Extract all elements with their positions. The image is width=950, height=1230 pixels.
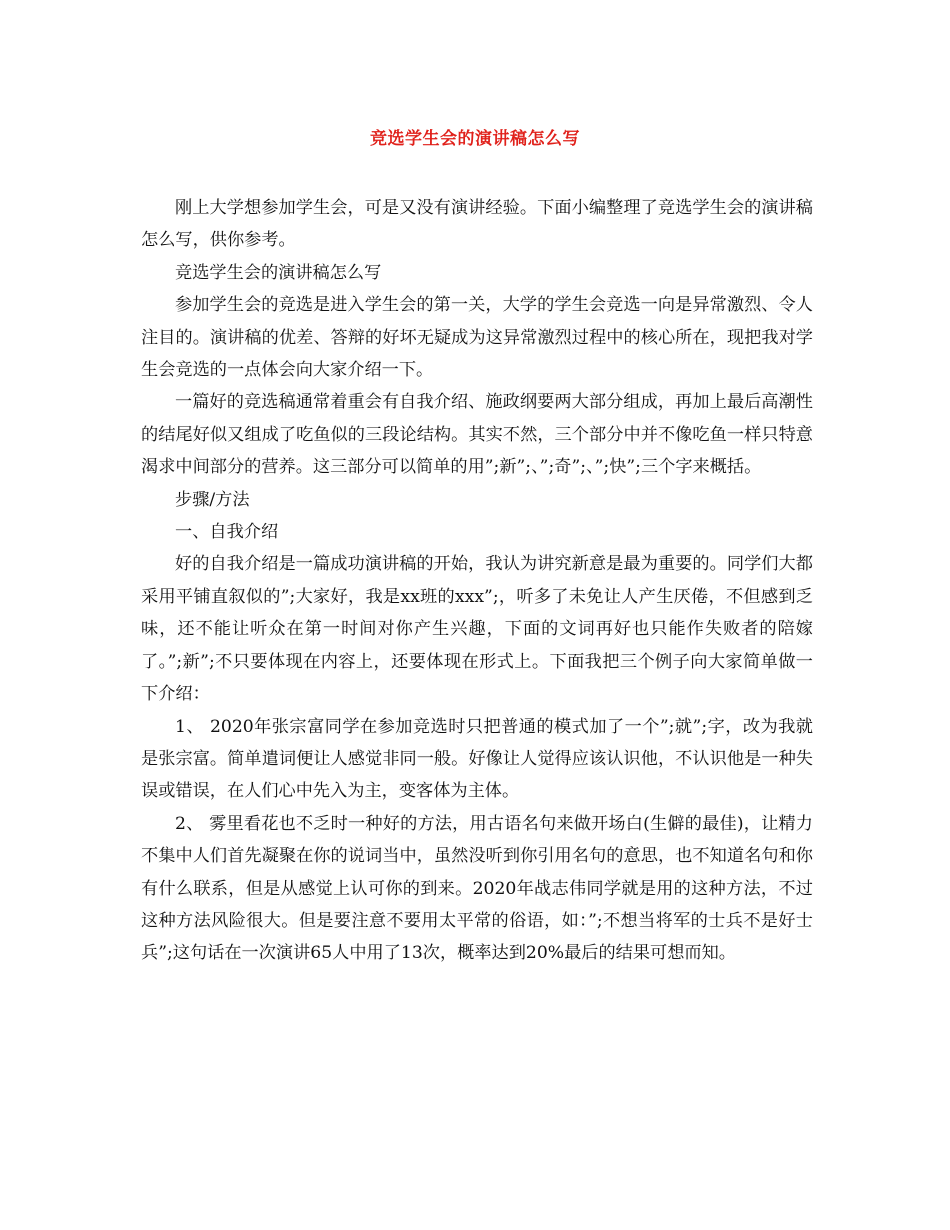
document-title: 竞选学生会的演讲稿怎么写 bbox=[370, 129, 580, 149]
paragraph-example-1: 1、 2020年张宗富同学在参加竞选时只把普通的模式加了一个”;就”;字，改为我就是张宗富。简单遣词便让人感觉非同一般。好像让人觉得应该认识他，不认识他是一种失误或错误，在人们心中先入为主，变客体为主体。 bbox=[141, 716, 813, 802]
paragraph-example-2: 2、 雾里看花也不乏时一种好的方法，用古语名句来做开场白(生僻的最佳)，让精力不集中人们首先凝聚在你的说词当中，虽然没听到你引用名句的意思，也不知道名句和你有什么联系，但是从感觉上认可你的到来。2020年战志伟同学就是用的这种方法，不过这种方法风险很大。但是要注意不要用太平常的俗语，如：”;不想当将军的士兵不是好士兵”;这句话在一次演讲65人中用了13次，概率达到20%最后的结果可想而知。 bbox=[141, 813, 813, 964]
document-body bbox=[141, 192, 813, 970]
paragraph-intro: 刚上大学想参加学生会，可是又没有演讲经验。下面小编整理了竞选学生会的演讲稿怎么写，供你参考。 bbox=[141, 198, 813, 251]
paragraph-first-pass: 参加学生会的竞选是进入学生会的第一关，大学的学生会竞选一向是异常激烈、令人注目的。演讲稿的优差、答辩的好坏无疑成为这异常激烈过程中的核心所在，现把我对学生会竞选的一点体会向大家介绍一下。 bbox=[141, 295, 813, 381]
paragraph-structure: 一篇好的竞选稿通常着重会有自我介绍、施政纲要两大部分组成，再加上最后高潮性的结尾好似又组成了吃鱼似的三段论结构。其实不然，三个部分中并不像吃鱼一样只特意渴求中间部分的营养。这三部分可以简单的用”;新”;、”;奇”;、”;快”;三个字来概括。 bbox=[141, 392, 813, 478]
paragraph-steps-heading: 步骤/方法 bbox=[175, 489, 250, 510]
paragraph-subtitle: 竞选学生会的演讲稿怎么写 bbox=[175, 262, 382, 283]
paragraph-section-heading: 一、自我介绍 bbox=[175, 522, 279, 543]
paragraph-self-intro: 好的自我介绍是一篇成功演讲稿的开始，我认为讲究新意是最为重要的。同学们大都采用平铺直叙似的”;大家好，我是xx班的xxx”;，听多了未免让人产生厌倦，不但感到乏味，还不能让听众在第一时间对你产生兴趣，下面的文词再好也只能作失败者的陪嫁了。”;新”;不只要体现在内容上，还要体现在形式上。下面我把三个例子向大家简单做一下介绍： bbox=[141, 554, 813, 705]
